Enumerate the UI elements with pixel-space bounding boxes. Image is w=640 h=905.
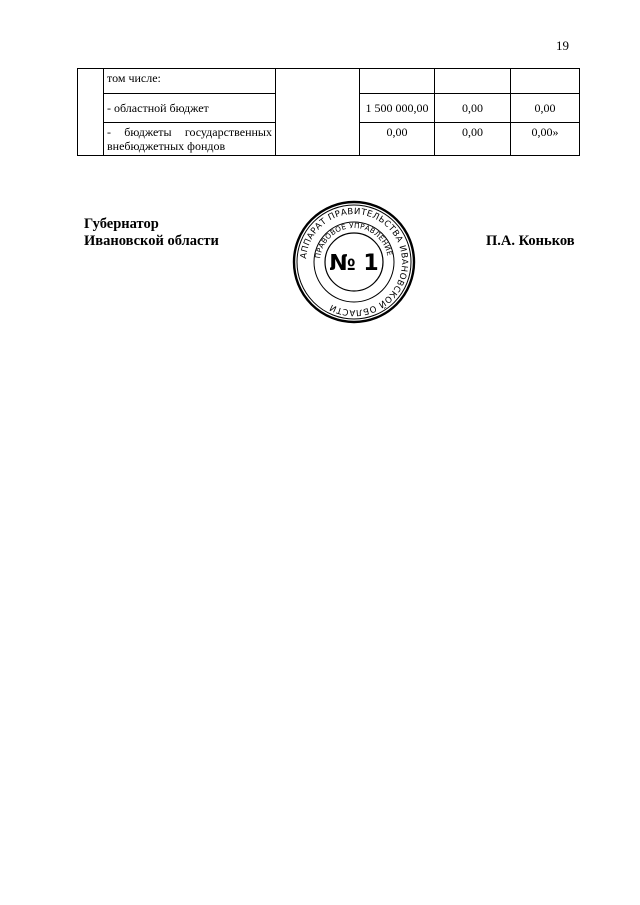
- table-cell-value: 0,00: [435, 123, 511, 156]
- seal-outer-text: АППАРАТ ПРАВИТЕЛЬСТВА ИВАНОВСКОЙ ОБЛАСТИ: [299, 206, 410, 318]
- seal-center-text: № 1: [329, 251, 379, 276]
- signer-title-line2: Ивановской области: [84, 233, 219, 249]
- table-cell-label: - бюджеты государственных внебюджетных фондов: [104, 123, 276, 156]
- table-cell-value: [435, 69, 511, 94]
- table-cell-index: [78, 69, 104, 156]
- signer-name: П.А. Коньков: [486, 233, 575, 249]
- table-cell-value: 0,00: [435, 94, 511, 123]
- table-cell-value: [511, 69, 580, 94]
- table-cell-value: [360, 69, 435, 94]
- official-seal: [292, 200, 416, 324]
- table-cell-empty: [276, 69, 360, 156]
- table-row: [78, 69, 580, 94]
- table-cell-label: том числе:: [104, 69, 276, 94]
- table-cell-value: 0,00: [360, 123, 435, 156]
- page-number: 19: [556, 38, 569, 53]
- table-cell-value: 0,00»: [511, 123, 580, 156]
- signer-title: [84, 216, 219, 250]
- budget-table: [77, 68, 580, 156]
- table-cell-label: - областной бюджет: [104, 94, 276, 123]
- signer-title-line1: Губернатор: [84, 216, 159, 232]
- seal-inner-text: ПРАВОВОЕ УПРАВЛЕНИЕ: [313, 220, 395, 260]
- table-cell-value: 1 500 000,00: [360, 94, 435, 123]
- table-cell-value: 0,00: [511, 94, 580, 123]
